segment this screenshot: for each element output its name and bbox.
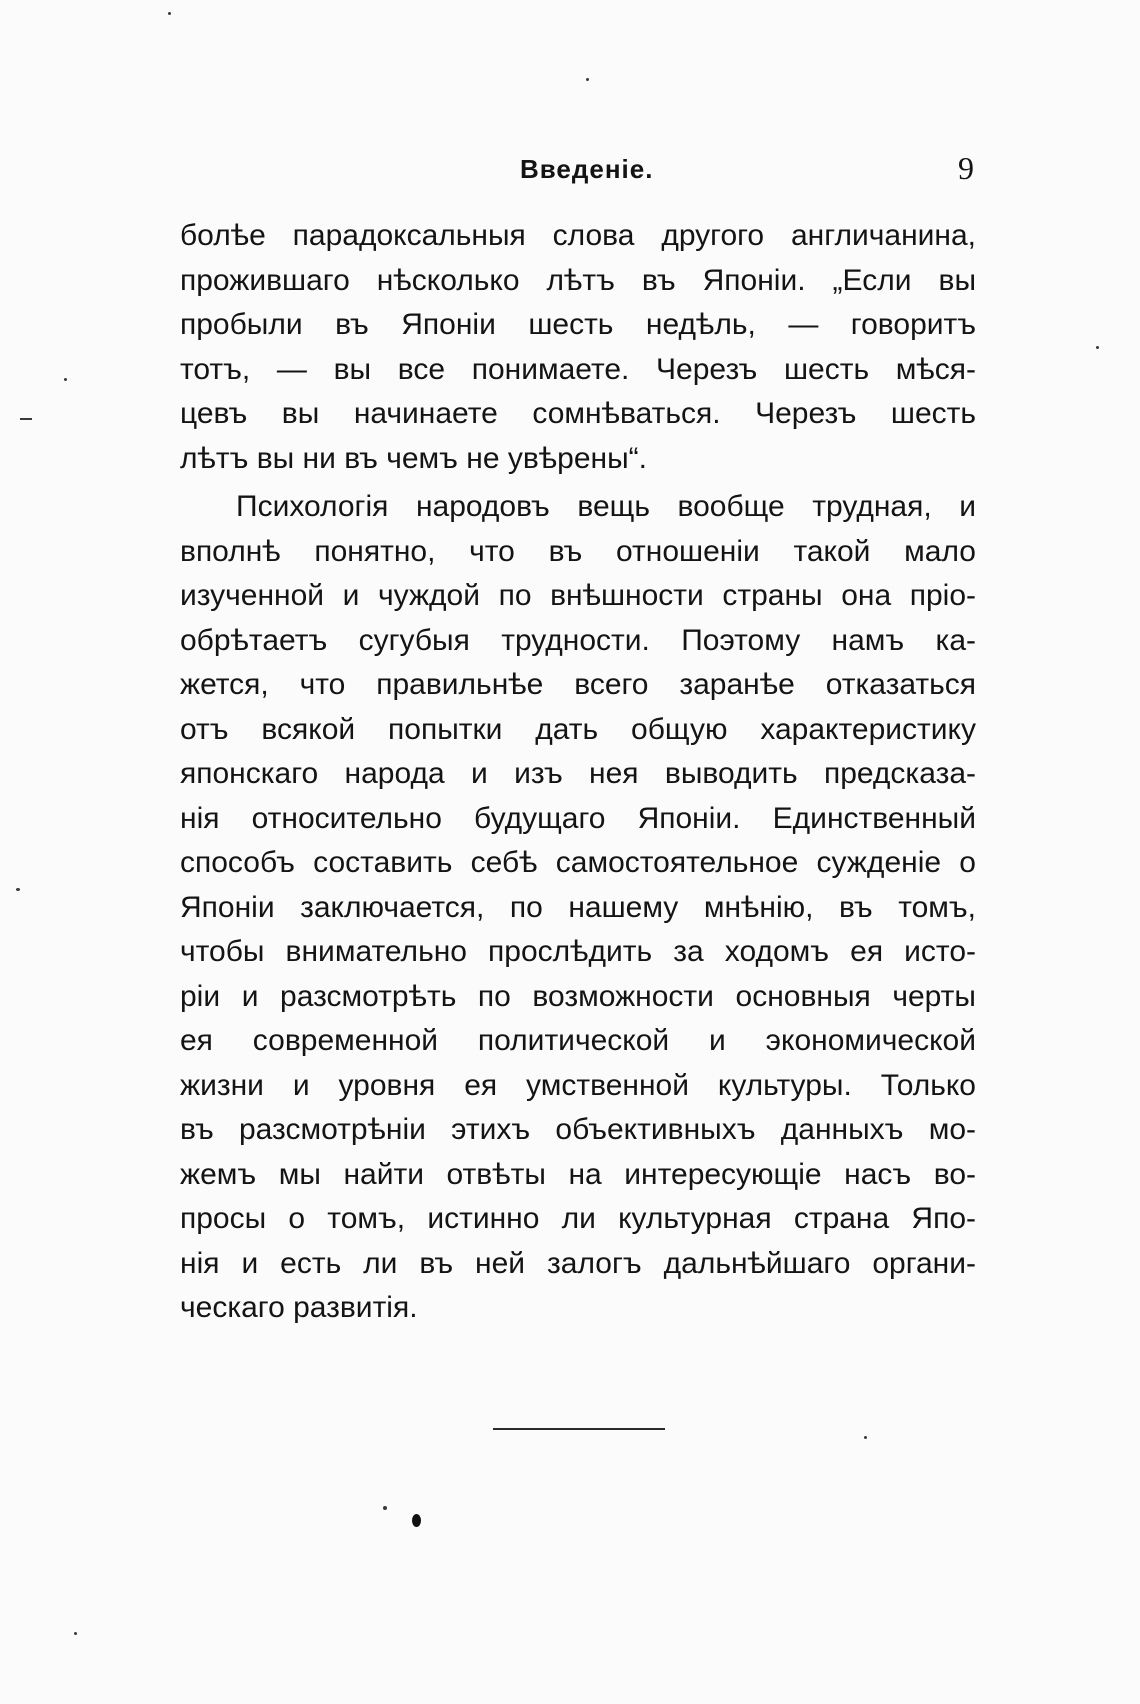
text-line: пробыли въ Японіи шесть недѣль, — говоритъ [180, 308, 976, 341]
text-line: жизни и уровня ея умственной культуры. Только [180, 1068, 976, 1102]
end-of-section-rule [493, 1428, 665, 1430]
print-speck [168, 12, 171, 15]
text-line: Японіи заключается, по нашему мнѣнію, въ томъ, [180, 890, 976, 924]
text-line: чтобы внимательно прослѣдить за ходомъ ея исто- [180, 935, 976, 968]
print-speck [586, 78, 589, 81]
text-line: способъ составить себѣ самостоятельное сужденіе о [180, 846, 976, 879]
text-line: нія и есть ли въ ней залогъ дальнѣйшаго органи- [180, 1246, 976, 1280]
text-line: ческаго развитія. [180, 1291, 418, 1324]
text-line: болѣе парадоксальныя слова другого англичанина, [180, 219, 976, 252]
running-title: Введеніе. [520, 154, 654, 184]
print-speck [74, 1632, 77, 1635]
print-speck [412, 1514, 421, 1527]
text-line: ріи и разсмотрѣть по возможности основныя черты [180, 979, 976, 1013]
print-speck [864, 1436, 867, 1439]
text-line: Психологія народовъ вещь вообще трудная, и [236, 490, 976, 523]
print-speck [64, 378, 67, 381]
text-line: прожившаго нѣсколько лѣтъ въ Японіи. „Если вы [180, 263, 976, 297]
page-number: 9 [958, 150, 974, 186]
text-line: жемъ мы найти отвѣты на интересующіе насъ во- [180, 1157, 976, 1191]
print-speck [20, 418, 32, 420]
print-speck [383, 1506, 387, 1510]
text-line: отъ всякой попытки дать общую характеристику [180, 712, 976, 746]
print-speck [1096, 346, 1099, 349]
running-head [180, 150, 980, 194]
text-line: жется, что правильнѣе всего заранѣе отказаться [180, 668, 976, 701]
text-line: просы о томъ, истинно ли культурная страна Япо- [180, 1202, 976, 1235]
text-line: ея современной политической и экономической [180, 1024, 976, 1057]
text-line: изученной и чуждой по внѣшности страны она пріо- [180, 579, 976, 612]
text-line: обрѣтаетъ сугубыя трудности. Поэтому намъ ка- [180, 623, 976, 657]
text-line: лѣтъ вы ни въ чемъ не увѣрены“. [180, 441, 647, 475]
text-line: японскаго народа и изъ нея выводить предсказа- [180, 757, 976, 790]
text-line: нія относительно будущаго Японіи. Единственный [180, 801, 976, 835]
text-line: цевъ вы начинаете сомнѣваться. Черезъ шесть [180, 397, 976, 430]
text-line: въ разсмотрѣніи этихъ объективныхъ данныхъ мо- [180, 1113, 976, 1146]
print-speck [16, 888, 20, 891]
text-line: вполнѣ понятно, что въ отношеніи такой мало [180, 534, 976, 568]
body-text [180, 214, 976, 1331]
text-line: тотъ, — вы все понимаете. Черезъ шесть мѣся- [180, 352, 976, 386]
